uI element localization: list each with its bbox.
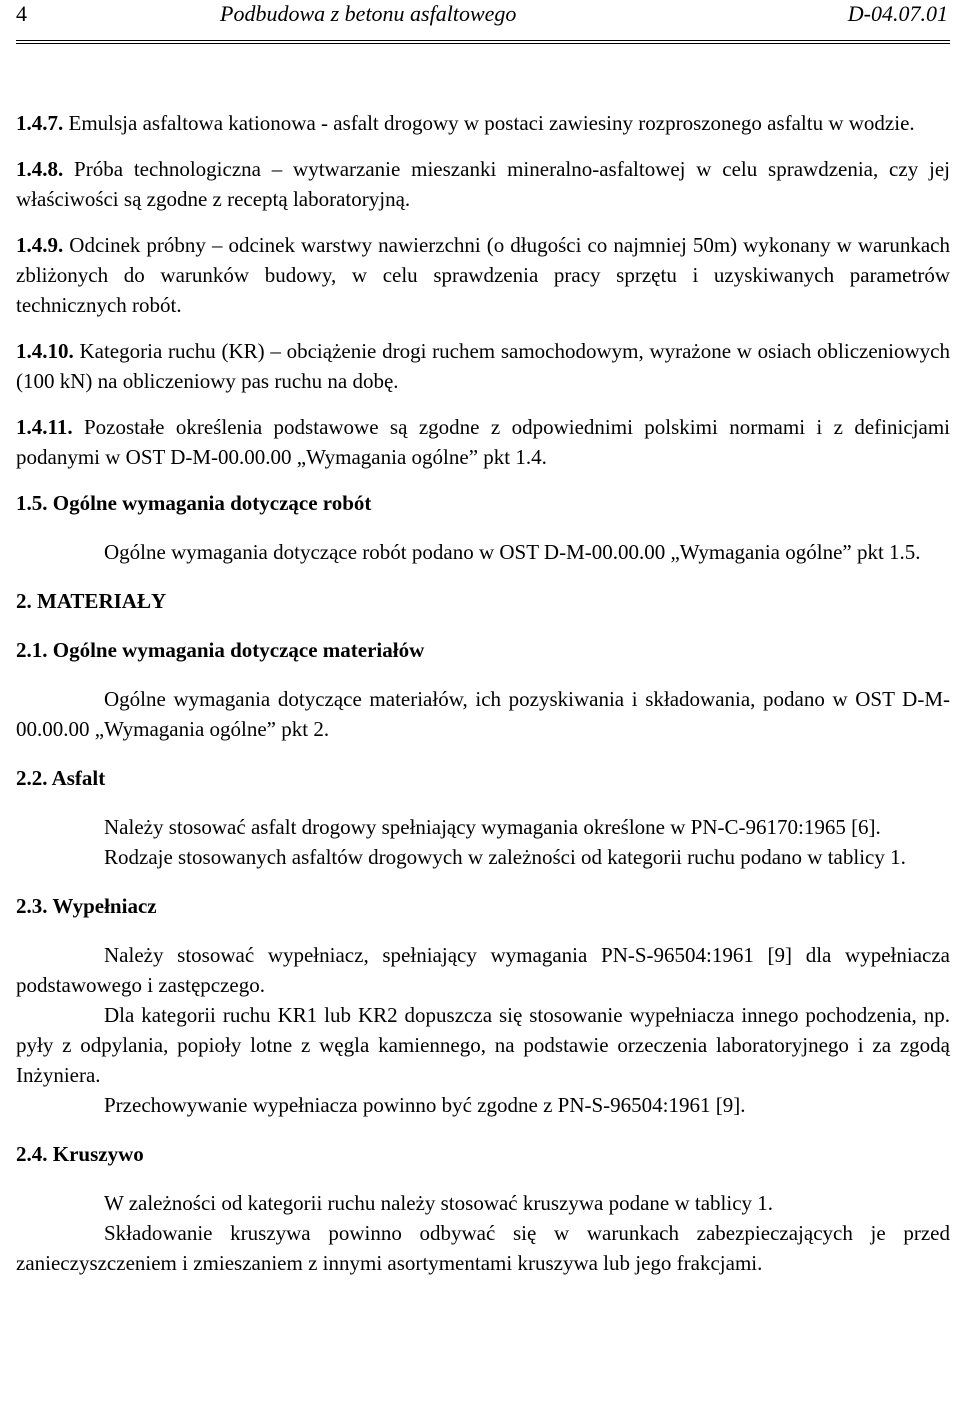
section-2-3-heading: 2.3. Wypełniacz (16, 894, 157, 918)
document-title: Podbudowa z betonu asfaltowego (220, 1, 517, 26)
definition-number: 1.4.9. (16, 233, 64, 257)
section-2-4-heading: 2.4. Kruszywo (16, 1142, 144, 1166)
definition-number: 1.4.11. (16, 415, 73, 439)
section-1-5-text: Ogólne wymagania dotyczące robót podano w OST D-M-00.00.00 „Wymagania ogólne” pkt 1.5. (104, 540, 921, 564)
document-code: D-04.07.01 (847, 1, 948, 26)
section-2-3-paragraph-2: Dla kategorii ruchu KR1 lub KR2 dopuszcza się stosowanie wypełniacza innego pochodzenia, np. pyły z odpylania, popioły lotne z węgla kamiennego, na podstawie orzeczenia laboratoryjnego i za zgodą Inżyniera. (16, 1003, 950, 1087)
definition-number: 1.4.7. (16, 111, 64, 135)
section-2-4-paragraph-2: Składowanie kruszywa powinno odbywać się w warunkach zabezpieczających je przed zanieczyszczeniem i zmieszaniem z innymi asortymentami kruszywa lub jego frakcjami. (16, 1221, 950, 1275)
definition-text: Kategoria ruchu (KR) – obciążenie drogi ruchem samochodowym, wyrażone w osiach obliczeniowych (100 kN) na obliczeniowy pas ruchu na dobę. (16, 339, 950, 393)
section-2-heading: 2. MATERIAŁY (16, 589, 167, 613)
definition-1-4-7 (16, 108, 950, 138)
section-1-5-heading: 1.5. Ogólne wymagania dotyczące robót (16, 491, 372, 515)
page-header (16, 0, 950, 44)
definition-number: 1.4.10. (16, 339, 74, 363)
definition-1-4-11 (16, 412, 950, 472)
document-page (16, 0, 950, 1275)
section-2-2-paragraph-2: Rodzaje stosowanych asfaltów drogowych w zależności od kategorii ruchu podano w tablicy 1. (104, 845, 906, 869)
section-2-1-text: Ogólne wymagania dotyczące materiałów, ich pozyskiwania i składowania, podano w OST D-M-00.00.00 „Wymagania ogólne” pkt 2. (16, 687, 950, 741)
section-2-4-paragraph-1: W zależności od kategorii ruchu należy stosować kruszywa podane w tablicy 1. (104, 1191, 774, 1215)
header-divider (16, 40, 950, 44)
definition-1-4-10 (16, 336, 950, 396)
document-body (16, 108, 950, 1278)
definition-text: Pozostałe określenia podstawowe są zgodne z odpowiednimi polskimi normami i z definicjami podanymi w OST D-M-00.00.00 „Wymagania ogólne” pkt 1.4. (16, 415, 950, 469)
definition-number: 1.4.8. (16, 157, 64, 181)
section-2-3-paragraph-3: Przechowywanie wypełniacza powinno być zgodne z PN-S-96504:1961 [9]. (104, 1093, 746, 1117)
definition-text: Próba technologiczna – wytwarzanie mieszanki mineralno-asfaltowej w celu sprawdzenia, czy jej właściwości są zgodne z receptą laboratoryjną. (16, 157, 950, 211)
definition-1-4-8 (16, 154, 950, 214)
definition-text: Emulsja asfaltowa kationowa - asfalt drogowy w postaci zawiesiny rozproszonego asfaltu w wodzie. (63, 111, 915, 135)
definition-text: Odcinek próbny – odcinek warstwy nawierzchni (o długości co najmniej 50m) wykonany w warunkach zbliżonych do warunków budowy, w celu sprawdzenia pracy sprzętu i uzyskiwanych parametrów technicznych robót. (16, 233, 950, 317)
section-2-3-paragraph-1: Należy stosować wypełniacz, spełniający wymagania PN-S-96504:1961 [9] dla wypełniacza podstawowego i zastępczego. (16, 943, 950, 997)
definition-1-4-9 (16, 230, 950, 320)
section-2-2-paragraph-1: Należy stosować asfalt drogowy spełniający wymagania określone w PN-C-96170:1965 [6]. (104, 815, 881, 839)
section-2-2-heading: 2.2. Asfalt (16, 766, 106, 790)
section-2-1-heading: 2.1. Ogólne wymagania dotyczące materiałów (16, 638, 425, 662)
page-number: 4 (16, 1, 27, 26)
